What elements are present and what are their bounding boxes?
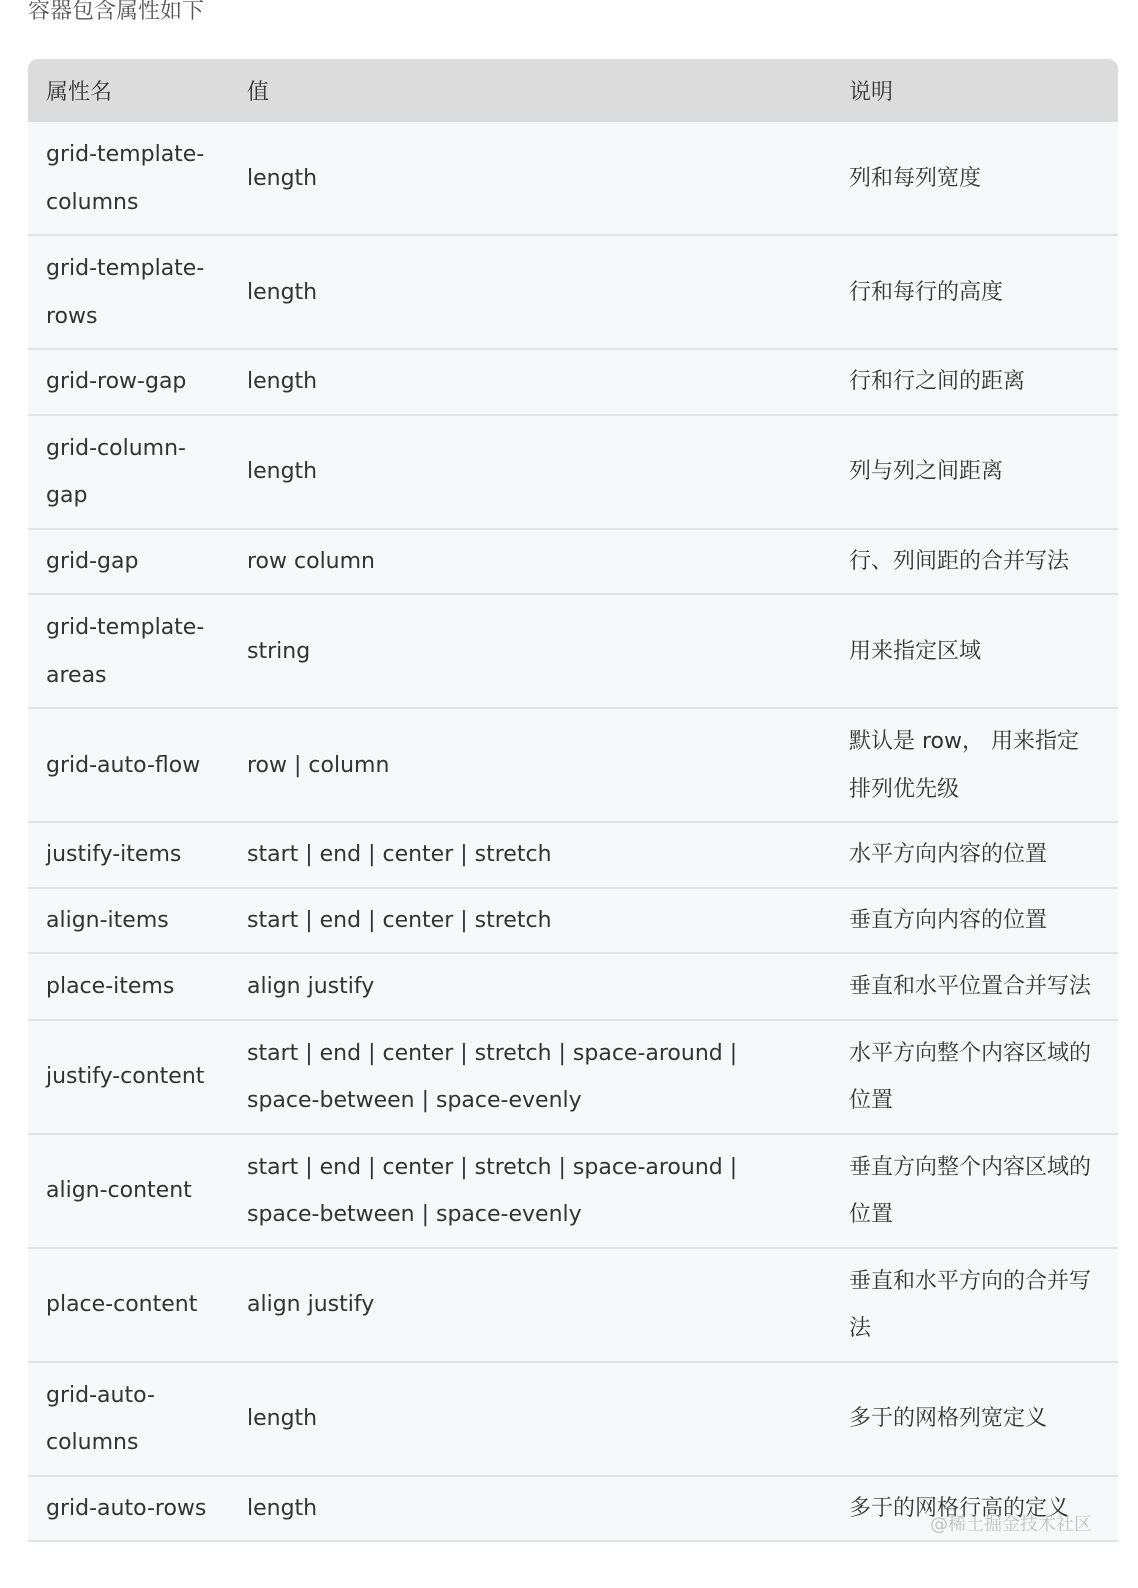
- property-value: length: [229, 235, 830, 349]
- property-description: 垂直方向内容的位置: [830, 888, 1118, 954]
- property-description: 列和每列宽度: [830, 122, 1118, 235]
- property-name: place-content: [28, 1248, 229, 1362]
- property-description: 垂直和水平方向的合并写法: [830, 1248, 1118, 1362]
- table-header-row: [28, 59, 1118, 122]
- property-name: grid-auto-rows: [28, 1476, 229, 1542]
- property-description: 行和每行的高度: [830, 235, 1118, 349]
- table-row: [28, 1020, 1118, 1134]
- property-description: 水平方向内容的位置: [830, 822, 1118, 888]
- property-value: length: [229, 349, 830, 415]
- watermark: @稀土掘金技术社区: [930, 1514, 1092, 1535]
- property-name: grid-template-columns: [28, 122, 229, 235]
- property-value: start | end | center | stretch: [229, 888, 830, 954]
- table-row: [28, 822, 1118, 888]
- property-description: 多于的网格列宽定义: [830, 1362, 1118, 1476]
- table-row: [28, 529, 1118, 595]
- property-value: align justify: [229, 1248, 830, 1362]
- property-value: length: [229, 1476, 830, 1542]
- intro-text: 容器包含属性如下: [28, 0, 205, 24]
- header-property-name: 属性名: [28, 59, 229, 122]
- property-name: grid-row-gap: [28, 349, 229, 415]
- table-row: [28, 594, 1118, 708]
- property-name: grid-template-areas: [28, 594, 229, 708]
- properties-table-container: [28, 59, 1118, 1542]
- properties-table: [28, 59, 1118, 1542]
- property-value: row column: [229, 529, 830, 595]
- table-row: [28, 122, 1118, 235]
- property-name: grid-auto-columns: [28, 1362, 229, 1476]
- property-name: align-content: [28, 1134, 229, 1248]
- table-row: [28, 349, 1118, 415]
- property-value: row | column: [229, 708, 830, 822]
- property-value: length: [229, 1362, 830, 1476]
- property-name: place-items: [28, 953, 229, 1020]
- property-name: justify-items: [28, 822, 229, 888]
- property-description: 垂直方向整个内容区域的位置: [830, 1134, 1118, 1248]
- property-value: length: [229, 122, 830, 235]
- property-value: start | end | center | stretch: [229, 822, 830, 888]
- property-description: 用来指定区域: [830, 594, 1118, 708]
- header-value: 值: [229, 59, 830, 122]
- property-value: string: [229, 594, 830, 708]
- property-name: grid-auto-flow: [28, 708, 229, 822]
- table-row: [28, 953, 1118, 1020]
- property-value: start | end | center | stretch | space-around | space-between | space-evenly: [229, 1020, 830, 1134]
- table-row: [28, 415, 1118, 529]
- property-name: justify-content: [28, 1020, 229, 1134]
- table-body: [28, 122, 1118, 1541]
- property-description: 垂直和水平位置合并写法: [830, 953, 1118, 1020]
- table-row: [28, 888, 1118, 954]
- header-description: 说明: [830, 59, 1118, 122]
- property-name: grid-column-gap: [28, 415, 229, 529]
- property-name: align-items: [28, 888, 229, 954]
- property-value: length: [229, 415, 830, 529]
- table-row: [28, 1362, 1118, 1476]
- table-row: [28, 235, 1118, 349]
- property-description: 行和行之间的距离: [830, 349, 1118, 415]
- table-row: [28, 1248, 1118, 1362]
- property-name: grid-gap: [28, 529, 229, 595]
- table-row: [28, 1134, 1118, 1248]
- property-value: align justify: [229, 953, 830, 1020]
- property-description: 行、列间距的合并写法: [830, 529, 1118, 595]
- property-description: 水平方向整个内容区域的位置: [830, 1020, 1118, 1134]
- property-value: start | end | center | stretch | space-around | space-between | space-evenly: [229, 1134, 830, 1248]
- property-description: 列与列之间距离: [830, 415, 1118, 529]
- property-description: 多于的网格行高的定义: [830, 1476, 1118, 1542]
- property-description: 默认是 row， 用来指定排列优先级: [830, 708, 1118, 822]
- table-row: [28, 708, 1118, 822]
- property-name: grid-template-rows: [28, 235, 229, 349]
- table-header: [28, 59, 1118, 122]
